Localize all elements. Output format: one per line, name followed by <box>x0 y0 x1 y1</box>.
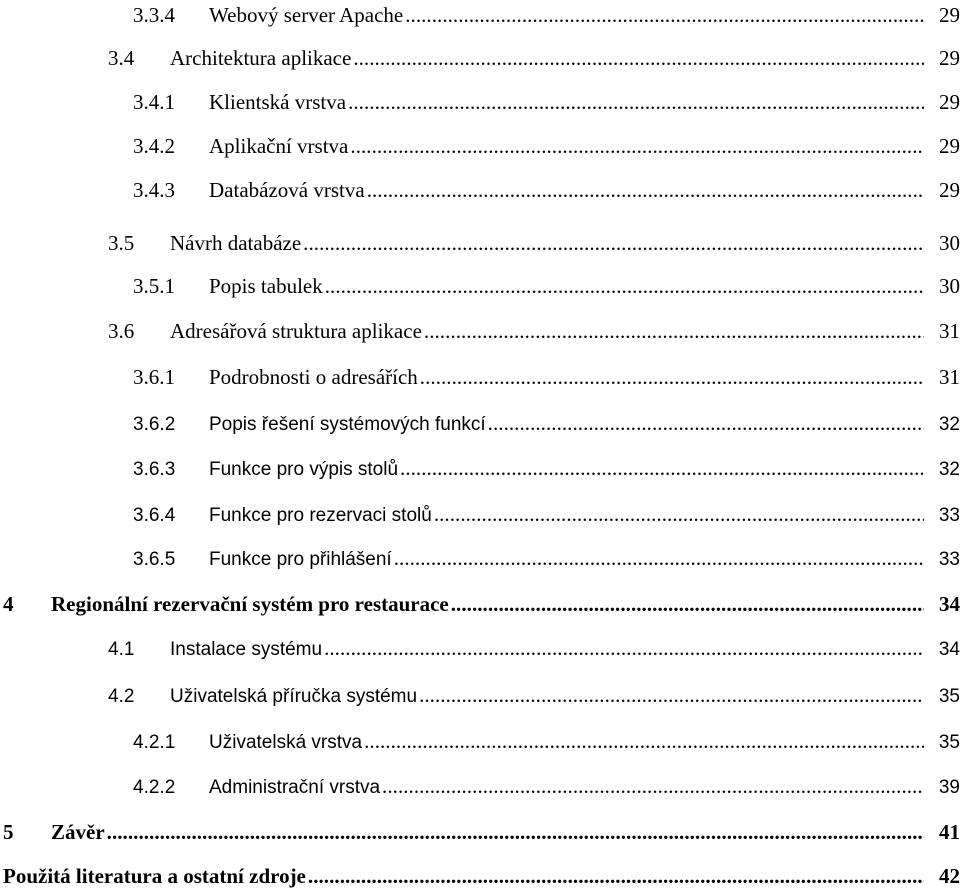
toc-entry[interactable] <box>133 362 960 392</box>
toc-dot-leader <box>308 861 924 891</box>
toc-entry-number: 3.4.1 <box>133 90 175 114</box>
toc-entry-title: Uživatelská příručka systému <box>170 686 418 707</box>
toc-dot-leader <box>382 771 924 801</box>
toc-dot-leader <box>325 271 924 301</box>
toc-entry-page: 39 <box>938 777 960 798</box>
toc-dot-leader <box>434 499 924 529</box>
toc-entry-title: Architektura aplikace <box>170 46 352 70</box>
toc-entry-number: 5 <box>3 820 14 844</box>
toc-dot-leader <box>424 316 924 346</box>
toc-entry[interactable] <box>133 175 960 205</box>
toc-entry-number: 3.4 <box>108 46 135 70</box>
toc-entry-title: Podrobnosti o adresářích <box>209 365 418 389</box>
toc-entry[interactable] <box>133 87 960 117</box>
toc-entry-title: Adresářová struktura aplikace <box>170 319 422 343</box>
toc-dot-leader <box>348 87 924 117</box>
toc-entry-page: 34 <box>938 639 960 660</box>
toc-dot-leader <box>367 175 924 205</box>
toc-entry-page: 31 <box>939 365 960 389</box>
toc-dot-leader <box>394 543 924 573</box>
toc-entry-number: 3.6.2 <box>133 414 176 435</box>
toc-entry-title: Popis tabulek <box>209 274 323 298</box>
toc-entry-title: Regionální rezervační systém pro restaurace <box>51 592 449 616</box>
toc-dot-leader <box>303 228 924 258</box>
toc-entry[interactable] <box>133 408 960 438</box>
toc-entry[interactable] <box>108 680 960 710</box>
toc-entry-page: 30 <box>939 274 960 298</box>
toc-entry-page: 34 <box>939 592 960 616</box>
toc-entry-page: 35 <box>938 732 960 753</box>
toc-entry-number: 4.1 <box>108 639 135 660</box>
toc-entry[interactable] <box>133 499 960 529</box>
toc-entry-number: 3.3.4 <box>133 3 175 27</box>
toc-entry[interactable] <box>133 543 960 573</box>
toc-entry-title: Návrh databáze <box>170 231 302 255</box>
toc-entry-number: 3.6.5 <box>133 549 176 570</box>
toc-entry-page: 29 <box>939 134 960 158</box>
toc-entry-number: 3.4.2 <box>133 134 175 158</box>
toc-dot-leader <box>107 817 924 847</box>
toc-entry-title: Použitá literatura a ostatní zdroje <box>3 864 306 888</box>
toc-entry-title: Administrační vrstva <box>209 777 381 798</box>
toc-entry[interactable] <box>133 771 960 801</box>
toc-entry[interactable] <box>133 453 960 483</box>
toc-entry-page: 29 <box>939 178 960 202</box>
toc-dot-leader <box>405 0 924 30</box>
toc-entry-title: Popis řešení systémových funkcí <box>209 414 486 435</box>
toc-entry[interactable] <box>133 131 960 161</box>
toc-dot-leader <box>353 43 924 73</box>
toc-entry-page: 41 <box>939 820 960 844</box>
toc-entry-title: Závěr <box>51 820 105 844</box>
toc-entry-title: Funkce pro výpis stolů <box>209 459 399 480</box>
toc-entry-page: 32 <box>938 459 960 480</box>
toc-entry[interactable] <box>108 43 960 73</box>
toc-entry[interactable] <box>133 0 960 30</box>
toc-entry-page: 29 <box>939 46 960 70</box>
toc-entry[interactable] <box>3 817 960 847</box>
toc-entry[interactable] <box>3 861 960 891</box>
toc-entry-number: 4.2.2 <box>133 777 176 798</box>
toc-dot-leader <box>324 633 924 663</box>
toc-entry-number: 3.6.1 <box>133 365 175 389</box>
toc-entry-title: Aplikační vrstva <box>209 134 349 158</box>
toc-dot-leader <box>419 680 924 710</box>
toc-entry-title: Klientská vrstva <box>209 90 347 114</box>
toc-entry-title: Funkce pro rezervaci stolů <box>209 505 432 526</box>
toc-entry-title: Uživatelská vrstva <box>209 732 363 753</box>
toc-entry-number: 3.6.4 <box>133 505 176 526</box>
toc-entry-page: 33 <box>938 505 960 526</box>
toc-entry-page: 31 <box>939 319 960 343</box>
toc-entry-number: 3.5.1 <box>133 274 175 298</box>
toc-entry[interactable] <box>3 589 960 619</box>
toc-entry-number: 3.4.3 <box>133 178 175 202</box>
toc-entry-page: 29 <box>939 90 960 114</box>
toc-dot-leader <box>488 408 924 438</box>
toc-entry-page: 35 <box>938 686 960 707</box>
toc-entry[interactable] <box>133 726 960 756</box>
toc-entry[interactable] <box>133 271 960 301</box>
toc-entry-page: 42 <box>939 864 960 888</box>
toc-entry-page: 32 <box>938 414 960 435</box>
toc-entry[interactable] <box>108 228 960 258</box>
toc-entry-page: 29 <box>939 3 960 27</box>
toc-entry-number: 4.2.1 <box>133 732 176 753</box>
toc-entry-number: 4.2 <box>108 686 135 707</box>
toc-entry-title: Webový server Apache <box>209 3 404 27</box>
toc-dot-leader <box>451 589 924 619</box>
toc-dot-leader <box>364 726 924 756</box>
toc-entry-title: Instalace systému <box>170 639 323 660</box>
toc-entry[interactable] <box>108 316 960 346</box>
toc-entry-number: 3.5 <box>108 231 135 255</box>
toc-entry-title: Funkce pro přihlášení <box>209 549 392 570</box>
toc-dot-leader <box>400 453 924 483</box>
toc-dot-leader <box>420 362 924 392</box>
toc-entry-number: 3.6.3 <box>133 459 176 480</box>
toc-entry-page: 30 <box>939 231 960 255</box>
toc-entry-title: Databázová vrstva <box>209 178 365 202</box>
toc-dot-leader <box>350 131 924 161</box>
toc-entry-page: 33 <box>938 549 960 570</box>
toc-entry-number: 3.6 <box>108 319 135 343</box>
toc-entry-number: 4 <box>3 592 14 616</box>
toc-entry[interactable] <box>108 633 960 663</box>
